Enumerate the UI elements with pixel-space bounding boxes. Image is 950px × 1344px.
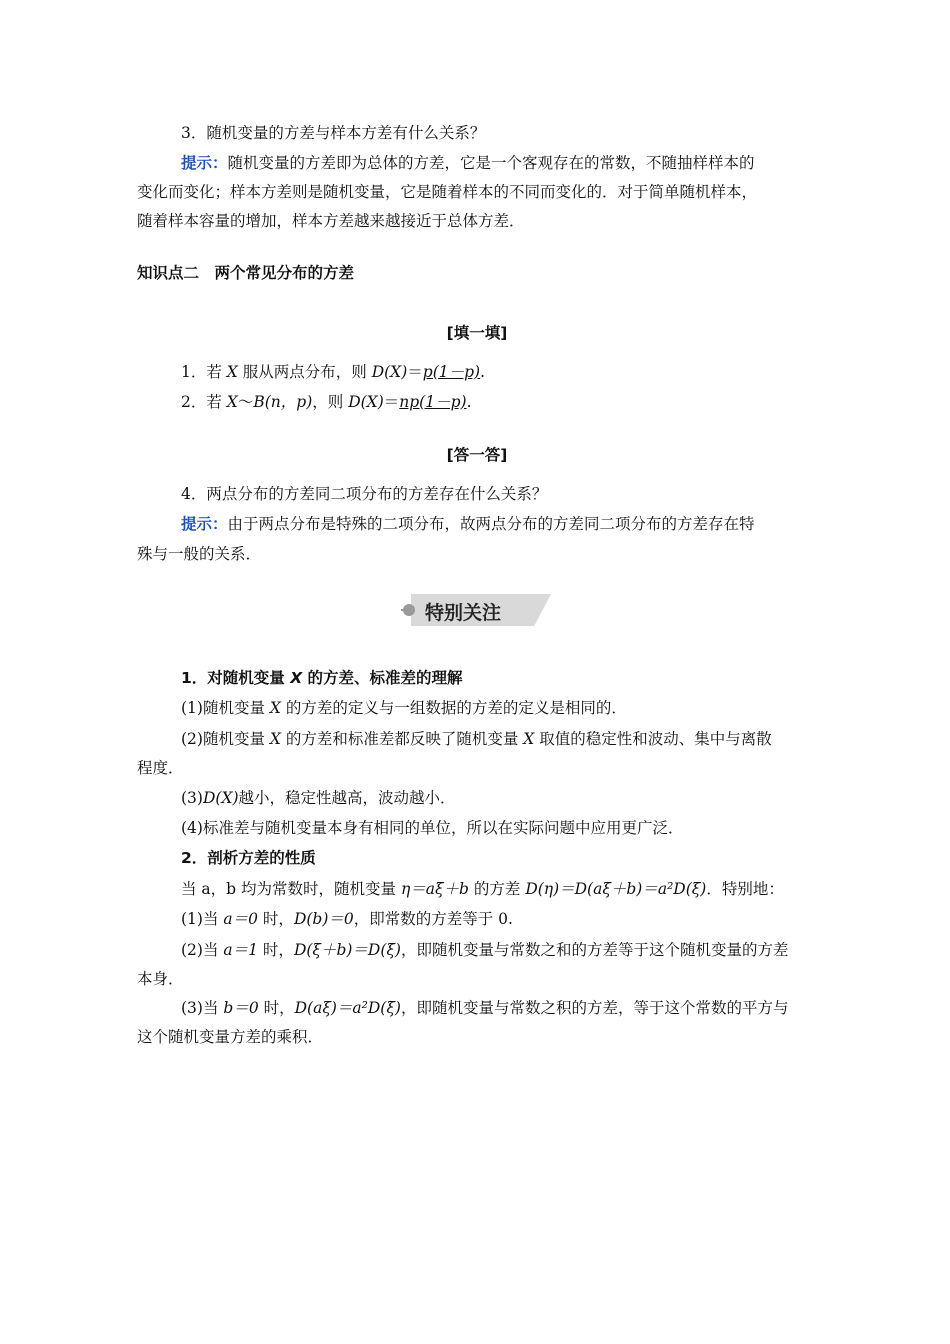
hint-3-text-1: 随机变量的方差即为总体的方差，它是一个客观存在的常数，不随抽样样本的 [227,154,755,172]
hint-4-line-1: 提示：由于两点分布是特殊的二项分布，故两点分布的方差同二项分布的方差存在特 [181,514,755,533]
attention-item-3: (3)D(X)越小，稳定性越高，波动越小． [181,789,456,807]
property-case-1: (1)当 a＝0 时，D(b)＝0，即常数的方差等于 0. [181,910,513,928]
fill-item-2: 2．若 X～B(n，p)，则 D(X)＝np(1－p). [181,393,472,411]
question-4: 4．两点分布的方差同二项分布的方差存在什么关系？ [181,485,548,503]
question-3 [137,123,817,143]
property-case-2-cont: 本身． [137,970,184,988]
hint-label: 提示： [181,514,228,533]
hint-4-line-2: 殊与一般的关系． [137,545,262,563]
attention-item-2: (2)随机变量 X 的方差和标准差都反映了随机变量 X 取值的稳定性和波动、集中与离散 [181,730,772,748]
hint-3-line-3: 随着样本容量的增加，样本方差越来越接近于总体方差． [137,212,525,230]
banner-dot-decoration [403,604,415,616]
hint-3-line-1 [137,153,817,173]
answer-header: [答一答] [446,446,508,464]
attention-item-1: (1)随机变量 X 的方差的定义与一组数据的方差的定义是相同的． [181,699,627,717]
fill-item-1: 1．若 X 服从两点分布，则 D(X)＝p(1－p). [181,363,486,381]
question-3-text: 3．随机变量的方差与样本方差有什么关系？ [181,124,486,142]
hint-3-line-2: 变化而变化；样本方差则是随机变量，它是随着样本的不同而变化的．对于简单随机样本， [137,183,758,201]
hint-label: 提示： [181,153,228,172]
fill-answer-1: p(1－p) [422,363,481,381]
section-title: 知识点二 两个常见分布的方差 [137,264,355,282]
property-case-2: (2)当 a＝1 时，D(ξ＋b)＝D(ξ)，即随机变量与常数之和的方差等于这个随机变量的方差 [181,941,789,959]
property-case-3-cont: 这个随机变量方差的乘积． [137,1028,324,1046]
attention-heading-2: 2．剖析方差的性质 [181,849,316,867]
special-attention-banner [411,594,551,626]
property-case-3: (3)当 b＝0 时，D(aξ)＝a²D(ξ)，即随机变量与常数之积的方差，等于这个常数的平方与 [181,999,789,1017]
fill-header: [填一填] [446,324,508,342]
attention-heading-1: 1．对随机变量 X 的方差、标准差的理解 [181,669,463,687]
attention-item-2-cont: 程度． [137,759,184,777]
property-intro: 当 a，b 均为常数时，随机变量 η＝aξ＋b 的方差 D(η)＝D(aξ＋b)＝a²D(ξ)．特别地： [181,880,784,898]
fill-answer-2: np(1－p) [399,393,467,411]
attention-item-4: (4)标准差与随机变量本身有相同的单位，所以在实际问题中应用更广泛． [181,819,684,837]
banner-label: 特别关注 [425,602,502,624]
